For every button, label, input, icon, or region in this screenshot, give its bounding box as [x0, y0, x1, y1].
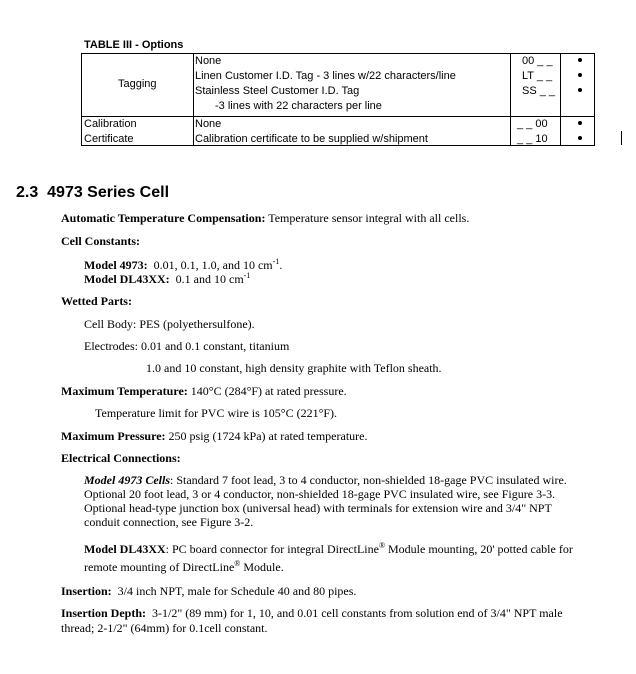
spec-value: 250 psig (1724 kPa) at rated temperature. [168, 429, 368, 443]
spec-cells-line: Optional head-type junction box (universal head) with terminals for extension wire and 3/4" NPT [84, 501, 552, 515]
tagging-label: Tagging [118, 78, 157, 90]
spec-value: Temperature sensor integral with all cells. [268, 211, 470, 225]
spec-dl-line [84, 560, 284, 575]
spec-label: Electrical Connections: [61, 451, 181, 465]
calibration-code: _ _ 10 [517, 133, 548, 145]
column-divider [193, 54, 194, 145]
tagging-option: -3 lines with 22 characters per line [215, 100, 382, 112]
spec-label: Model DL43XX: [84, 272, 170, 286]
tagging-option: Stainless Steel Customer I.D. Tag [195, 85, 360, 97]
spec-insertion [61, 584, 356, 599]
spec-value: : PC board connector for integral DirectLine [165, 542, 379, 556]
spec-value: 3-1/2" (89 mm) for 1, 10, and 0.01 cell constants from solution end of 3/4" NPT male [152, 606, 563, 620]
options-table [81, 53, 595, 146]
spec-insertion-depth-cont: thread; 2-1/2" (64mm) for 0.1cell constant. [61, 621, 268, 635]
spec-cell-constants [61, 234, 140, 249]
spec-label: Model 4973 Cells [84, 473, 170, 487]
spec-model-dl43xx [84, 272, 250, 287]
spec-label: Maximum Pressure: [61, 429, 166, 443]
spec-model-4973 [84, 258, 282, 273]
tagging-code: LT _ _ [522, 70, 553, 82]
superscript: -1 [272, 257, 280, 266]
spec-electrodes-cont: 1.0 and 10 constant, high density graphite with Teflon sheath. [146, 361, 442, 375]
spec-value: remote mounting of DirectLine [84, 560, 235, 574]
spec-atc [61, 211, 469, 226]
tagging-code: 00 _ _ [522, 55, 553, 67]
spec-value: 140°C (284°F) at rated pressure. [190, 384, 347, 398]
spec-label: Insertion: [61, 584, 112, 598]
registered-mark: ® [234, 559, 241, 568]
spec-value: Module. [240, 560, 284, 574]
section-number: 2.3 [16, 184, 39, 201]
spec-cells-line: Optional 20 foot lead, 3 or 4 conductor, non-shielded 18-gage PVC insulated wire, see Figure 3-3. [84, 487, 556, 501]
spec-value: : Standard 7 foot lead, 3 to 4 conductor, non-shielded 18-gage PVC insulated wire. [170, 473, 567, 487]
spec-electrical [61, 451, 181, 466]
spec-value: 0.1 and 10 cm [175, 272, 244, 286]
spec-value: 0.01, 0.1, 1.0, and 10 cm [153, 258, 273, 272]
spec-cells-line: conduit connection, see Figure 3-2. [84, 515, 254, 529]
section-heading [16, 184, 169, 202]
spec-label: Insertion Depth: [61, 606, 147, 620]
spec-electrodes: Electrodes: 0.01 and 0.1 constant, titanium [84, 339, 290, 353]
tagging-code: SS _ _ [522, 85, 556, 97]
spec-label: Automatic Temperature Compensation: [61, 211, 266, 225]
calibration-option: Calibration certificate to be supplied w/shipment [195, 133, 428, 145]
spec-value: Module mounting, 20' potted cable for [385, 542, 573, 556]
section-title: 4973 Series Cell [47, 184, 170, 201]
column-divider [510, 54, 511, 145]
superscript: -1 [243, 271, 251, 280]
spec-cell-body: Cell Body: PES (polyethersulfone). [84, 317, 255, 331]
column-divider [560, 54, 561, 145]
spec-label: Maximum Temperature: [61, 384, 188, 398]
spec-insertion-depth [61, 606, 563, 621]
spec-label: Cell Constants: [61, 234, 141, 248]
spec-max-temperature [61, 384, 347, 399]
spec-value: 3/4 inch NPT, male for Schedule 40 and 80 pipes. [117, 584, 357, 598]
registered-mark: ® [378, 541, 386, 550]
spec-dl-line [84, 542, 573, 557]
spec-label: Wetted Parts: [61, 294, 132, 308]
table-title: TABLE III - Options [84, 39, 184, 51]
calibration-option: None [195, 118, 222, 130]
bullet-icon [578, 88, 582, 92]
calibration-code: _ _ 00 [517, 118, 548, 130]
bullet-icon [578, 136, 582, 140]
spec-wetted-parts [61, 294, 132, 309]
tagging-option: Linen Customer I.D. Tag - 3 lines w/22 characters/line [195, 70, 456, 82]
bullet-icon [578, 121, 582, 125]
spec-label: Model DL43XX [84, 542, 166, 556]
calibration-label: Calibration [84, 118, 137, 130]
bullet-icon [578, 58, 582, 62]
calibration-label: Certificate [84, 133, 134, 145]
spec-label: Model 4973: [84, 258, 148, 272]
spec-value: . [279, 258, 283, 272]
tagging-option: None [195, 55, 222, 67]
bullet-icon [578, 73, 582, 77]
spec-max-pressure [61, 429, 367, 444]
change-bar [621, 131, 622, 145]
spec-cells-line [84, 473, 567, 488]
spec-temp-limit: Temperature limit for PVC wire is 105°C (221°F). [95, 406, 338, 420]
